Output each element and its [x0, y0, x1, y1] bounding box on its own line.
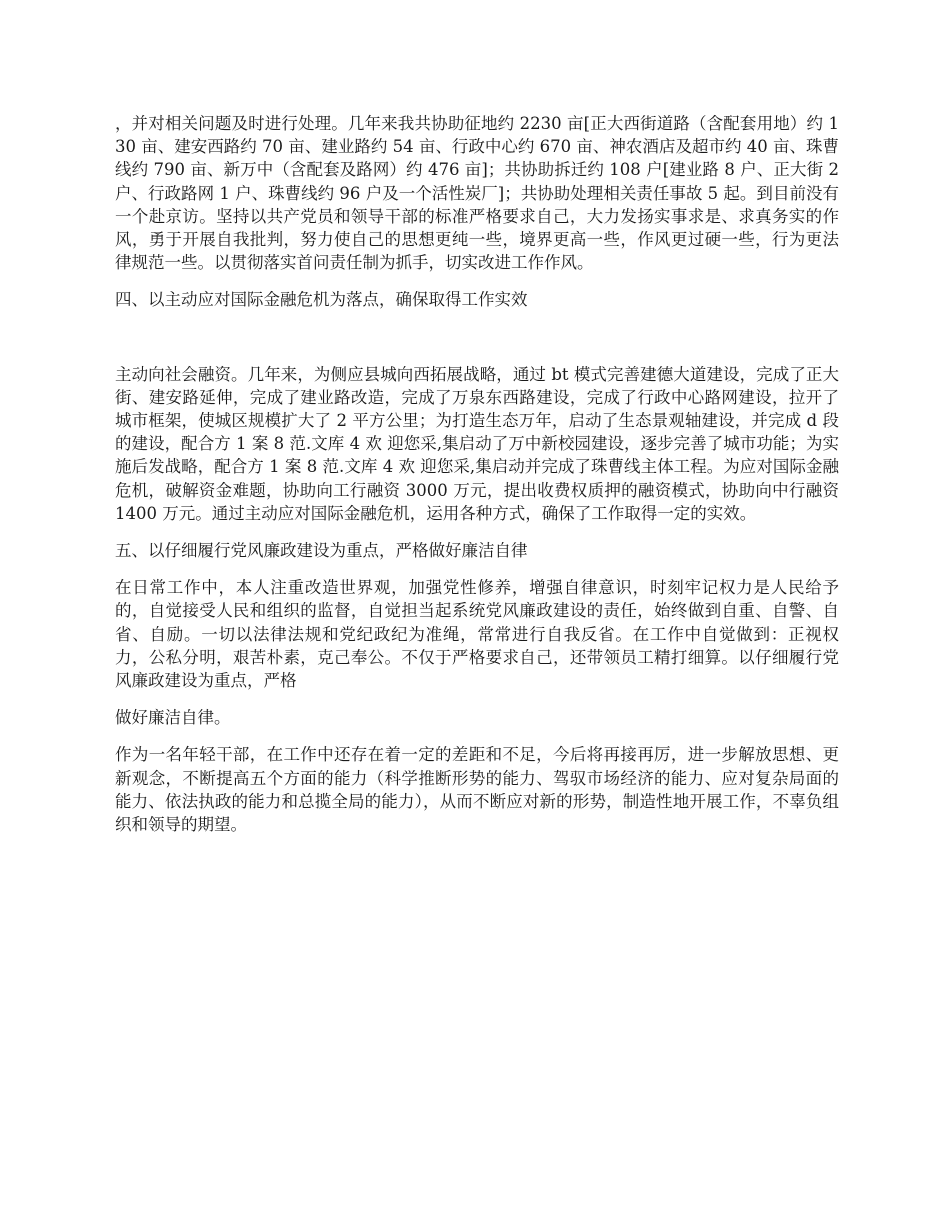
document-body	[115, 112, 839, 850]
paragraph-conclusion: 作为一名年轻干部，在工作中还存在着一定的差距和不足，今后将再接再厉，进一步解放思想、更新观念，不断提高五个方面的能力（科学推断形势的能力、驾驭市场经济的能力、应对复杂局面的能力、依法执政的能力和总揽全局的能力），从而不断应对新的形势，制造性地开展工作，不辜负组织和领导的期望。	[115, 745, 839, 835]
section-heading-4: 四、以主动应对国际金融危机为落点，确保取得工作实效	[115, 290, 528, 310]
paragraph-integrity: 在日常工作中，本人注重改造世界观，加强党性修养，增强自律意识，时刻牢记权力是人民给予的，自觉接受人民和组织的监督，自觉担当起系统党风廉政建设的责任，始终做到自重、自警、自省、自励。一切以法律法规和党纪政纪为准绳，常常进行自我反省。在工作中自觉做到：正视权力，公私分明，艰苦朴素，克己奉公。不仅于严格要求自己，还带领员工精打细算。以仔细履行党风廉政建设为重点，严格	[115, 578, 839, 691]
blank-gap	[115, 326, 839, 363]
paragraph-financing: 主动向社会融资。几年来，为侧应县城向西拓展战略，通过 bt 模式完善建德大道建设，完成了正大街、建安路延伸，完成了建业路改造，完成了万泉东西路建设，完成了行政中心路网建设，拉开了城市框架，使城区规模扩大了 2 平方公里；为打造生态万年，启动了生态景观轴建设，并完成 d 段的建设，配合方 1 案 8 范.文库 4 欢 迎您采,集启动了万中新校园建设，逐步完善了城市功能；为实施后发战略，配合方 1 案 8 范.文库 4 欢 迎您采,集启动并完成了珠曹线主体工程。为应对国际金融危机，破解资金难题，协助向工行融资 3000 万元，提出收费权质押的融资模式，协助向中行融资 1400 万元。通过主动应对国际金融危机，运用各种方式，确保了工作取得一定的实效。	[115, 364, 839, 523]
paragraph-land-acquisition: ，并对相关问题及时进行处理。几年来我共协助征地约 2230 亩[正大西街道路（含配套用地）约 130 亩、建安西路约 70 亩、建业路约 54 亩、行政中心约 670 亩、神农酒店及超市约 40 亩、珠曹线约 790 亩、新万中（含配套及路网）约 476 亩]；共协助拆迁约 108 户[建业路 8 户、正大街 2 户、行政路网 1 户、珠曹线约 96 户及一个活性炭厂]；共协助处理相关责任事故 5 起。到目前没有一个赴京访。坚持以共产党员和领导干部的标准严格要求自己，大力发扬实事求是、求真务实的作风，勇于开展自我批判，努力使自己的思想更纯一些，境界更高一些，作风更过硬一些，行为更法律规范一些。以贯彻落实首问责任制为抓手，切实改进工作作风。	[115, 114, 839, 273]
paragraph-integrity-continued: 做好廉洁自律。	[115, 708, 231, 728]
section-heading-5: 五、以仔细履行党风廉政建设为重点，严格做好廉洁自律	[115, 541, 528, 561]
